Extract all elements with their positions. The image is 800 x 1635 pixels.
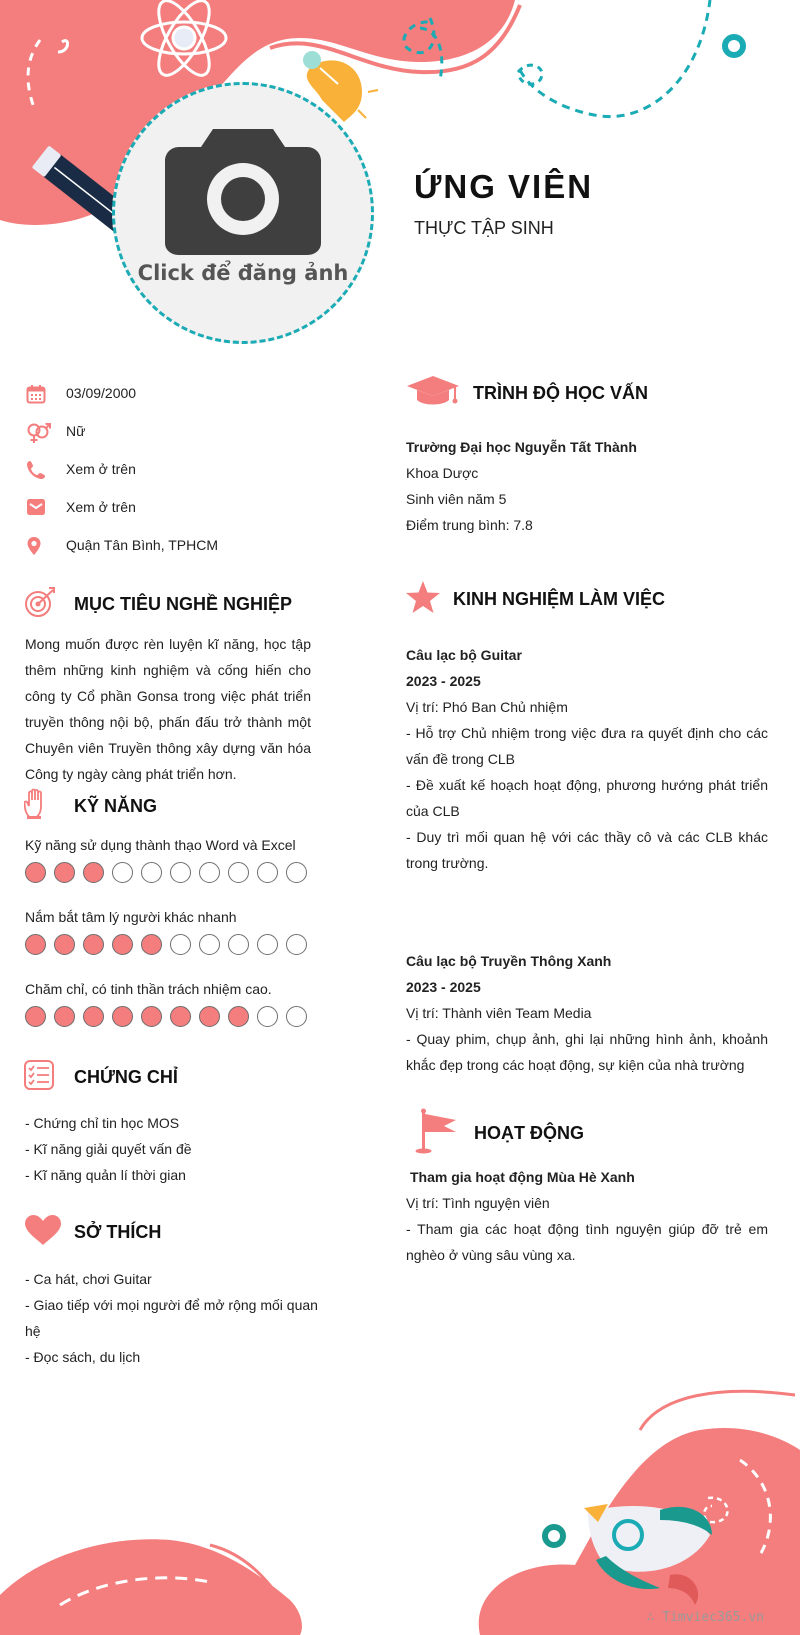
experience-role: Vị trí: Thành viên Team Media [406,1005,592,1021]
skill-label: Chăm chỉ, có tinh thần trách nhiệm cao. [25,981,272,997]
contact-text: 03/09/2000 [66,385,137,401]
watermark: ∴ Timviec365.vn [646,1610,764,1625]
contact-text: Xem ở trên [66,499,136,515]
objective-header [24,586,292,623]
experience-desc: - Quay phim, chụp ảnh, ghi lại những hình ảnh, khoảnh khắc đẹp trong các hoạt động, sự kiện của nhà trường [406,1031,768,1073]
education-line: Sinh viên năm 5 [406,491,507,507]
experience-item [406,948,768,1078]
skill-dot-filled [170,1006,191,1027]
skill-dot-empty [141,862,162,883]
education-details [406,434,766,538]
experience-org: Câu lạc bộ Guitar [406,647,522,663]
contact-phone [26,460,326,498]
section-title: CHỨNG CHỈ [74,1067,178,1087]
skill-dot-empty [286,934,307,955]
activity-item [406,1164,768,1268]
checklist-icon [24,1060,74,1095]
activities-header [414,1108,584,1159]
skill-dot-filled [141,1006,162,1027]
camera-icon [165,125,321,255]
heart-icon [24,1214,74,1251]
target-icon [24,586,74,623]
skills-header [24,788,157,825]
skill-dot-empty [112,862,133,883]
skill-dot-empty [286,862,307,883]
certificate-item: - Kĩ năng quản lí thời gian [25,1167,186,1183]
candidate-name: ỨNG VIÊN [414,168,594,205]
hobby-item: - Ca hát, chơi Guitar [25,1271,152,1287]
graduation-cap-icon [405,374,473,413]
objective-text: Mong muốn được rèn luyện kĩ năng, học tập thêm những kinh nghiệm và cống hiến cho công ty Cổ phần Gonsa trong việc phát triển truyền thông nội bộ, phấn đấu trở thành một Chuyên viên Truyền thông xây dựng văn hóa Công ty ngày càng phát triển hơn. [25,636,311,782]
skill-dot-filled [141,934,162,955]
photo-upload-label: Click để đăng ảnh [137,261,349,285]
hobbies-list [25,1266,325,1370]
star-icon [405,580,453,619]
education-header [405,374,648,413]
skill-dot-empty [286,1006,307,1027]
photo-upload[interactable] [112,82,374,344]
hobby-item: hệ [25,1323,41,1339]
skill-dot-empty [257,934,278,955]
skill-rating [25,1006,307,1027]
skill-dot-filled [83,862,104,883]
calendar-icon [26,384,66,408]
skill-dot-empty [257,1006,278,1027]
skill-dot-filled [228,1006,249,1027]
flag-icon [414,1108,474,1159]
skill-dot-filled [83,934,104,955]
certificate-item: - Kĩ năng giải quyết vấn đề [25,1141,192,1157]
location-pin-icon [26,536,66,560]
email-icon [26,498,66,522]
section-title: MỤC TIÊU NGHỀ NGHIỆP [74,594,293,614]
education-line: Khoa Dược [406,465,479,481]
skill-dot-filled [54,862,75,883]
activity-name: Tham gia hoạt động Mùa Hè Xanh [410,1169,635,1185]
experience-org: Câu lạc bộ Truyền Thông Xanh [406,953,612,969]
contact-birthday [26,384,326,422]
contact-text: Xem ở trên [66,461,136,477]
skill-dot-filled [112,1006,133,1027]
contact-gender [26,422,326,460]
activity-desc: - Tham gia các hoạt động tình nguyện giúp đỡ trẻ em nghèo ở vùng sâu vùng xa. [406,1221,768,1263]
skill-dot-filled [25,1006,46,1027]
contact-list [26,384,326,574]
contact-address [26,536,326,574]
skill-dot-filled [83,1006,104,1027]
phone-icon [26,460,66,484]
skill-dot-filled [25,934,46,955]
skill-dot-empty [228,862,249,883]
skill-dot-empty [199,934,220,955]
section-title: KINH NGHIỆM LÀM VIỆC [453,589,666,609]
skill-dot-filled [54,934,75,955]
skill-dot-empty [199,862,220,883]
experience-item [406,642,768,876]
contact-text: Nữ [66,423,86,439]
skill-dot-empty [257,862,278,883]
skill-label: Nắm bắt tâm lý người khác nhanh [25,909,237,925]
skill-dot-empty [170,862,191,883]
section-title: HOẠT ĐỘNG [474,1123,584,1143]
contact-email [26,498,326,536]
gender-icon [26,422,66,446]
experience-desc: - Hỗ trợ Chủ nhiệm trong việc đưa ra quyết định cho các vấn đề trong CLB [406,725,768,767]
education-school: Trường Đại học Nguyễn Tất Thành [406,439,637,455]
skill-dot-filled [25,862,46,883]
hobbies-header [24,1214,161,1251]
skill-dot-filled [54,1006,75,1027]
experience-role: Vị trí: Phó Ban Chủ nhiệm [406,699,568,715]
experience-period: 2023 - 2025 [406,979,481,995]
activity-role: Vị trí: Tình nguyện viên [406,1195,550,1211]
experience-desc: - Đề xuất kế hoạch hoạt động, phương hướng phát triển của CLB [406,777,768,819]
skill-rating [25,934,307,955]
skill-dot-filled [112,934,133,955]
certificates-list [25,1110,315,1188]
skill-label: Kỹ năng sử dụng thành thạo Word và Excel [25,837,296,853]
skill-dot-empty [170,934,191,955]
certificates-header [24,1060,178,1095]
hobby-item: - Giao tiếp với mọi người để mở rộng mối quan [25,1297,318,1313]
skill-rating [25,862,307,883]
experience-desc: - Duy trì mối quan hệ với các thầy cô và các CLB khác trong trường. [406,829,768,871]
section-title: SỞ THÍCH [74,1222,162,1242]
contact-text: Quận Tân Bình, TPHCM [66,537,218,553]
hobby-item: - Đọc sách, du lịch [25,1349,141,1365]
hand-icon [24,788,74,825]
experience-header [405,580,665,619]
education-line: Điểm trung bình: 7.8 [406,517,533,533]
candidate-position: THỰC TẬP SINH [414,218,554,238]
certificate-item: - Chứng chỉ tin học MOS [25,1115,180,1131]
skill-dot-empty [228,934,249,955]
experience-period: 2023 - 2025 [406,673,481,689]
section-title: KỸ NĂNG [74,796,158,816]
skill-dot-filled [199,1006,220,1027]
section-title: TRÌNH ĐỘ HỌC VẤN [473,383,648,403]
